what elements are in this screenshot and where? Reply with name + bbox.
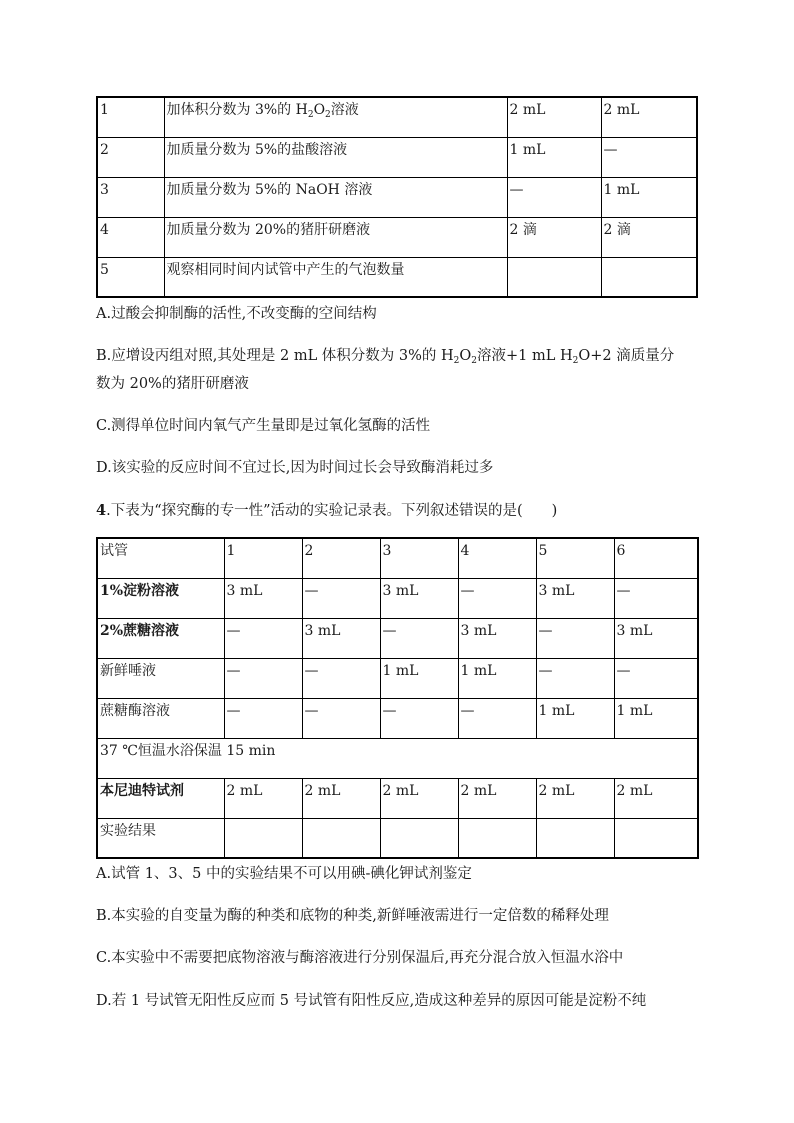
q4-option-a: A.试管 1、3、5 中的实验结果不可以用碘-碘化钾试剂鉴定 [96,866,472,882]
header-cell: 5 [536,538,614,578]
q4-option-d: D.若 1 号试管无阳性反应而 5 号试管有阳性反应,造成这种差异的原因可能是淀粉不纯 [96,993,647,1009]
table-cell: 2 mL [380,778,458,818]
group-b-cell: 1 mL [601,177,697,217]
table-cell [380,818,458,858]
question-number: 4 [96,502,107,519]
group-b-cell: 2 mL [601,97,697,137]
step-description: 观察相同时间内试管中产生的气泡数量 [164,257,507,297]
table-cell: — [458,578,536,618]
group-a-cell: 2 滴 [507,217,601,257]
table-cell: — [614,578,698,618]
row-label: 新鲜唾液 [97,658,224,698]
table-row [97,137,697,177]
q3-option-b: B.应增设丙组对照,其处理是 2 mL 体积分数为 3%的 $H_2O_2$溶液+1 mL $H_2O+2$ 滴质量分 [96,348,675,366]
table-cell: 1 mL [536,698,614,738]
table-cell: 3 mL [614,618,698,658]
question-4-stem: 4.下表为“探究酶的专一性”活动的实验记录表。下列叙述错误的是( ) [96,502,558,519]
group-b-cell: — [601,137,697,177]
row-number: 5 [97,257,164,297]
row-label: 2%蔗糖溶液 [97,618,224,658]
header-cell: 3 [380,538,458,578]
table-cell: 2 mL [458,778,536,818]
table-cell: 3 mL [380,578,458,618]
table-cell [302,818,380,858]
table-row [97,658,698,698]
table-row [97,698,698,738]
table-cell: — [224,658,302,698]
table-header-row [97,538,698,578]
table-cell: 3 mL [536,578,614,618]
step-description: 加体积分数为 3%的 $H_2O_2$溶液 [164,97,507,137]
step-description: 加质量分数为 20%的猪肝研磨液 [164,217,507,257]
header-cell: 2 [302,538,380,578]
row-label: 1%淀粉溶液 [97,578,224,618]
table-cell: 3 mL [224,578,302,618]
table-cell: — [302,578,380,618]
group-b-cell: 2 滴 [601,217,697,257]
table-row [97,177,697,217]
header-cell: 1 [224,538,302,578]
table-cell: — [224,698,302,738]
group-a-cell: 2 mL [507,97,601,137]
q3-option-c: C.测得单位时间内氧气产生量即是过氧化氢酶的活性 [96,418,431,434]
incubation-row: 37 ℃恒温水浴保温 15 min [97,738,698,778]
row-number: 1 [97,97,164,137]
table-row [97,618,698,658]
row-label: 本尼迪特试剂 [97,778,224,818]
table-row [97,257,697,297]
table-cell: 2 mL [614,778,698,818]
table-cell: 2 mL [302,778,380,818]
table-cell [614,818,698,858]
table-row [97,97,697,137]
table-cell: — [224,618,302,658]
table-row [97,217,697,257]
experiment-table-q3 [96,96,698,298]
table-cell: 2 mL [536,778,614,818]
table-row [97,578,698,618]
table-cell: 1 mL [614,698,698,738]
table-cell: — [302,658,380,698]
q3-option-d: D.该实验的反应时间不宜过长,因为时间过长会导致酶消耗过多 [96,460,494,476]
step-description: 加质量分数为 5%的盐酸溶液 [164,137,507,177]
table-cell: 1 mL [380,658,458,698]
q4-option-c: C.本实验中不需要把底物溶液与酶溶液进行分别保温后,再充分混合放入恒温水浴中 [96,950,624,966]
step-description: 加质量分数为 5%的 NaOH 溶液 [164,177,507,217]
row-label: 蔗糖酶溶液 [97,698,224,738]
table-row [97,738,698,778]
group-b-cell [601,257,697,297]
table-cell [536,818,614,858]
table-cell: — [458,698,536,738]
q3-option-a: A.过酸会抑制酶的活性,不改变酶的空间结构 [96,306,377,322]
group-a-cell: — [507,177,601,217]
table-cell: 3 mL [302,618,380,658]
table-cell [224,818,302,858]
specificity-table [96,537,699,859]
header-cell: 4 [458,538,536,578]
q4-option-b: B.本实验的自变量为酶的种类和底物的种类,新鲜唾液需进行一定倍数的稀释处理 [96,908,609,924]
row-label: 实验结果 [97,818,224,858]
table-cell: — [380,698,458,738]
row-number: 4 [97,217,164,257]
table-cell: — [302,698,380,738]
table-cell: 3 mL [458,618,536,658]
table-row [97,778,698,818]
table-row [97,818,698,858]
table-cell: — [536,658,614,698]
table-cell: 1 mL [458,658,536,698]
row-number: 3 [97,177,164,217]
header-cell: 6 [614,538,698,578]
table-cell: — [614,658,698,698]
row-number: 2 [97,137,164,177]
table-cell: — [536,618,614,658]
table-cell [458,818,536,858]
table-cell: 2 mL [224,778,302,818]
group-a-cell [507,257,601,297]
group-a-cell: 1 mL [507,137,601,177]
q3-option-b-continued: 数为 20%的猪肝研磨液 [96,376,249,392]
header-cell: 试管 [97,538,224,578]
table-cell: — [380,618,458,658]
